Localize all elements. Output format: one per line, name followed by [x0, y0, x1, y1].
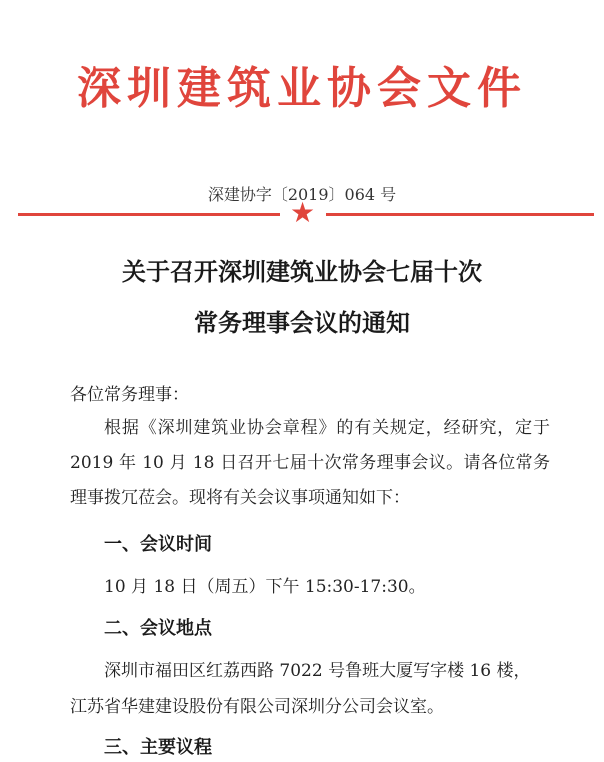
red-divider-right [326, 213, 594, 216]
notice-title-line-2: 常务理事会议的通知 [194, 308, 410, 337]
section-heading-agenda: 三、主要议程 [104, 737, 212, 758]
star-icon: ★ [290, 196, 316, 229]
red-divider-left [18, 213, 280, 216]
document-header-title: 深圳建筑业协会文件 [77, 63, 527, 114]
document-number: 深建协字〔2019〕064 号 [207, 185, 397, 204]
section-heading-location: 二、会议地点 [104, 618, 212, 639]
notice-title-line-1: 关于召开深圳建筑业协会七届十次 [122, 257, 482, 286]
meeting-time: 10 月 18 日（周五）下午 15:30-17:30。 [104, 577, 426, 597]
salutation: 各位常务理事： [70, 385, 189, 405]
body-paragraph: 根据《深圳建筑业协会章程》的有关规定，经研究，定于 2019 年 10 月 18 日召开七届十次常务理事会议。请各位常务理事拨冗莅会。现将有关会议事项通知如下： [70, 418, 550, 508]
meeting-location-line-1: 深圳市福田区红荔西路 7022 号鲁班大厦写字楼 16 楼， [104, 661, 531, 681]
section-heading-time: 一、会议时间 [104, 534, 212, 555]
meeting-location-line-2: 江苏省华建建设股份有限公司深圳分公司会议室。 [70, 697, 444, 717]
